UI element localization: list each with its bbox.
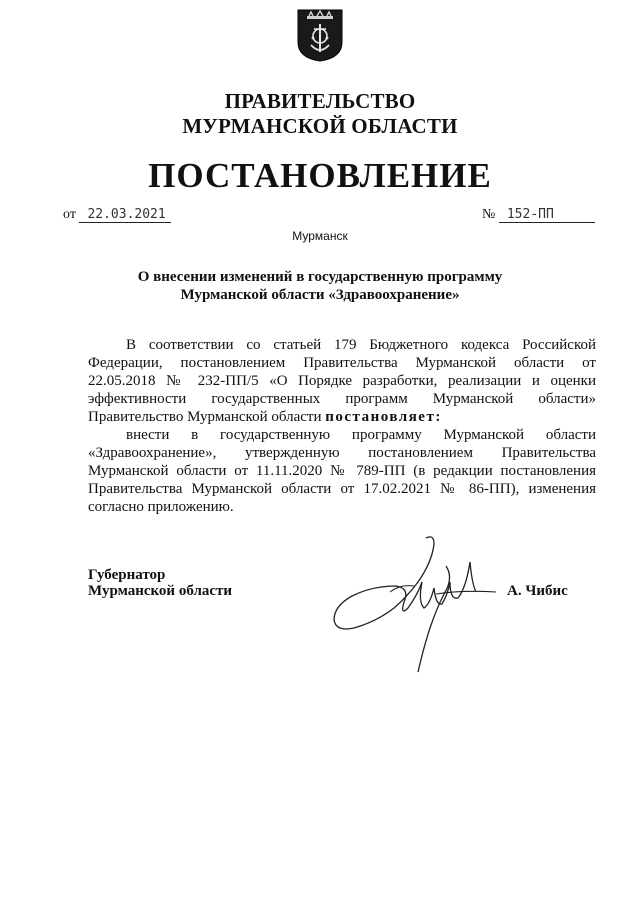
signatory-position-line1: Губернатор	[88, 567, 166, 583]
body-paragraph1-line4: эффективности государственных программ Мурманской области»	[88, 391, 596, 407]
body-paragraph2-line3: Мурманской области от 11.11.2020 № 789-ПП (в редакции постановления	[88, 463, 596, 479]
handwritten-signature-icon	[330, 532, 506, 678]
document-number	[482, 207, 595, 223]
government-title-line1: ПРАВИТЕЛЬСТВО	[224, 89, 416, 113]
body-paragraph1-line2: Федерации, постановлением Правительства Мурманской области от	[88, 355, 596, 371]
document-date	[63, 207, 171, 223]
number-value: 152-ПП	[499, 207, 595, 223]
signatory-name: А. Чибис	[507, 583, 568, 599]
subject-line2: Мурманской области «Здравоохранение»	[180, 287, 460, 303]
date-prefix: от	[63, 207, 76, 222]
body-paragraph1-line3: 22.05.2018 № 232-ПП/5 «О Порядке разработки, реализации и оценки	[88, 373, 596, 389]
government-title-line2: МУРМАНСКОЙ ОБЛАСТИ	[182, 114, 458, 138]
murmansk-coat-of-arms-icon	[296, 8, 344, 62]
date-value: 22.03.2021	[79, 207, 171, 223]
document-type-title: ПОСТАНОВЛЕНИЕ	[148, 156, 492, 195]
body-paragraph2-line2: «Здравоохранение», утвержденную постановлением Правительства	[88, 445, 596, 461]
body-paragraph2-line4: Правительства Мурманской области от 17.02.2021 № 86-ПП), изменения	[88, 481, 596, 497]
city-name: Мурманск	[292, 229, 348, 243]
body-paragraph1-line5	[88, 408, 596, 426]
number-prefix: №	[482, 207, 496, 222]
body-text: Правительство Мурманской области	[88, 409, 326, 425]
body-paragraph2-line5: согласно приложению.	[88, 499, 234, 515]
decree-keyword: постановляет:	[325, 409, 442, 425]
body-paragraph1-line1: В соответствии со статьей 179 Бюджетного кодекса Российской	[126, 337, 596, 353]
subject-line1: О внесении изменений в государственную программу	[137, 269, 503, 285]
body-paragraph2-line1: внести в государственную программу Мурманской области	[126, 427, 596, 443]
signatory-position-line2: Мурманской области	[88, 583, 233, 599]
